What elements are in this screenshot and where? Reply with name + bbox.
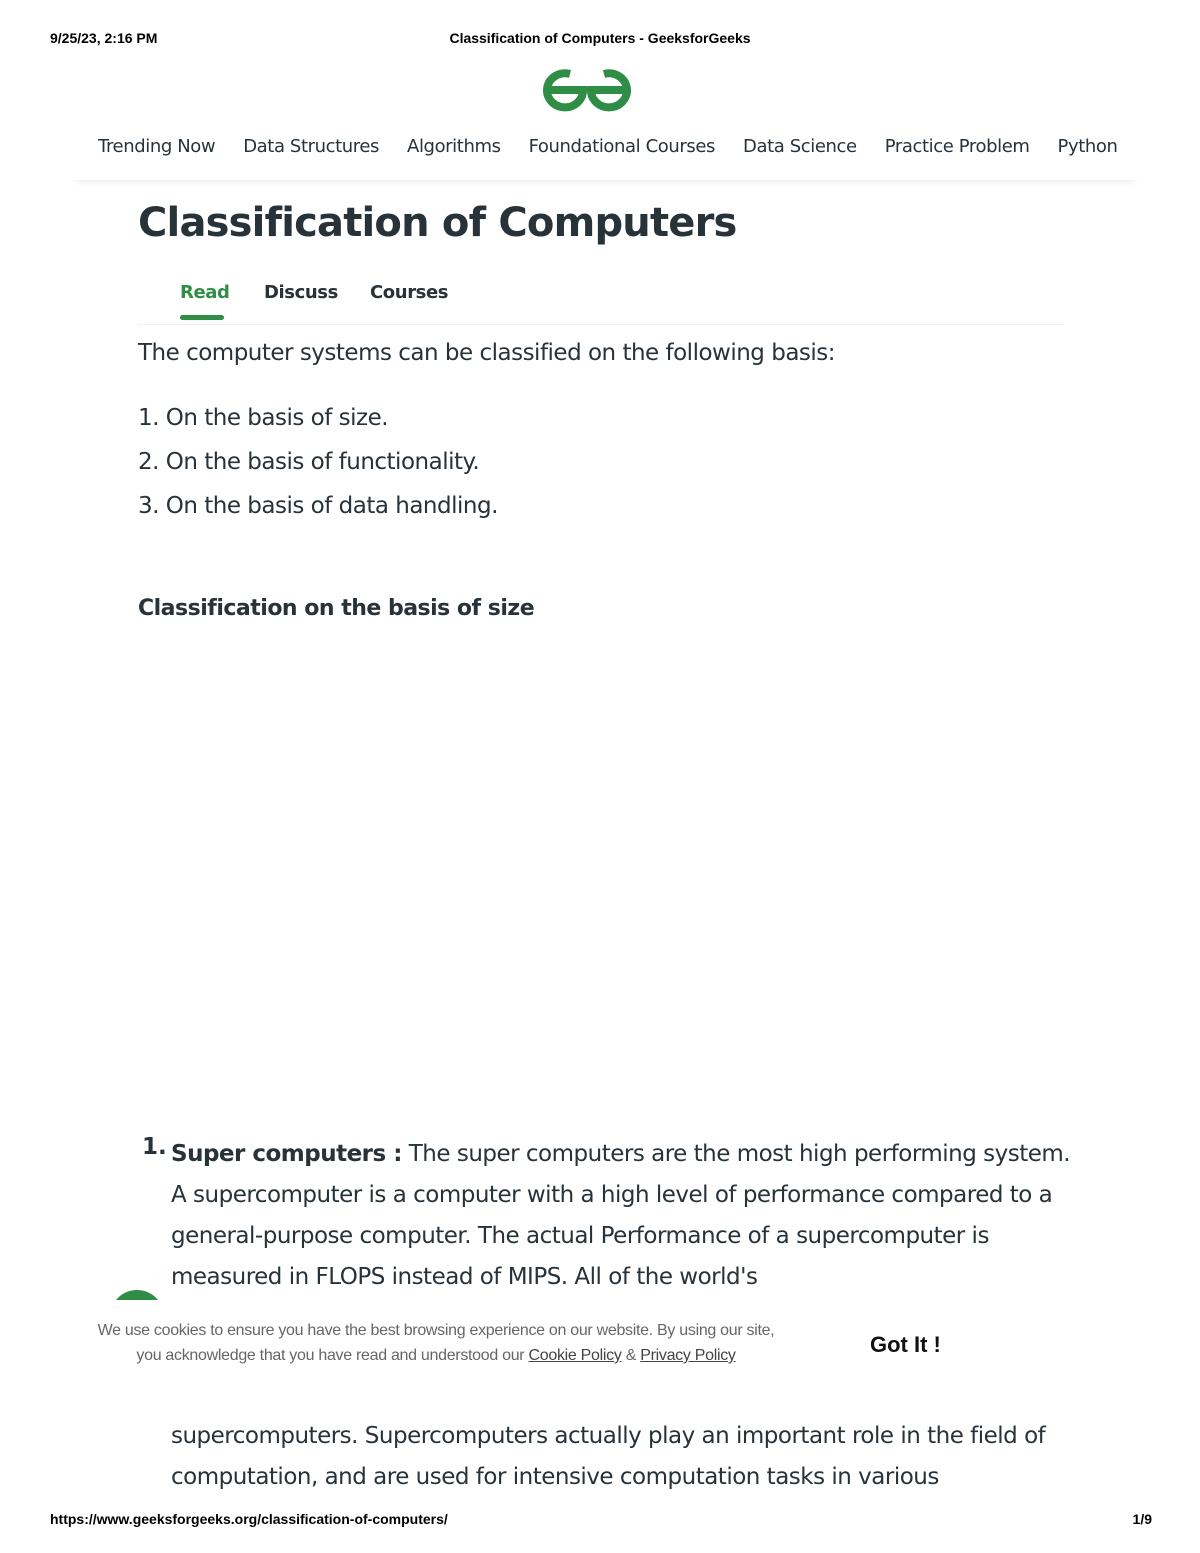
- page-title: Classification of Computers: [138, 200, 737, 246]
- section-heading: Classification on the basis of size: [138, 596, 535, 621]
- cookie-message: [96, 1318, 776, 1368]
- nav-python[interactable]: Python: [1057, 136, 1118, 157]
- tab-courses[interactable]: Courses: [370, 282, 449, 303]
- cookie-text: We use cookies to ensure you have the best browsing experience on our website. By using our site, you acknowledge that you have read and understood our: [97, 1322, 775, 1364]
- cookie-policy-link[interactable]: Cookie Policy: [528, 1347, 622, 1364]
- list-item: 2. On the basis of functionality.: [138, 449, 480, 475]
- page-number: 1/9: [1132, 1511, 1152, 1527]
- accept-cookies-button[interactable]: Got It !: [870, 1332, 941, 1357]
- nav-foundational-courses[interactable]: Foundational Courses: [528, 136, 716, 157]
- intro-paragraph: The computer systems can be classified on the following basis:: [138, 340, 836, 366]
- nav-practice-problem[interactable]: Practice Problem: [884, 136, 1030, 157]
- basis-list: [138, 396, 498, 528]
- list-item: 1. On the basis of size.: [138, 405, 389, 431]
- active-tab-indicator: [180, 315, 224, 320]
- cookie-banner: [0, 1300, 1200, 1400]
- print-header: [0, 30, 1200, 50]
- print-title: Classification of Computers - GeeksforGeeks: [449, 30, 751, 46]
- supercomputer-description: [171, 1134, 1071, 1298]
- gfg-logo-icon[interactable]: [543, 66, 631, 114]
- cookie-amp: &: [625, 1347, 637, 1364]
- nav-data-structures[interactable]: Data Structures: [243, 136, 380, 157]
- item-text: The super computers are the most high performing system. A supercomputer is a computer with a high level of performance compared to a general-purpose computer. The actual Performance of a supercomputer is measured in FLOPS instead of MIPS. All of the world's: [171, 1141, 1071, 1290]
- supercomputer-description-continued: supercomputers. Supercomputers actually play an important role in the field of computation, and are used for intensive computation tasks in various: [171, 1423, 1046, 1490]
- nav-trending-now[interactable]: Trending Now: [98, 136, 216, 157]
- article-tabs: [138, 270, 1064, 325]
- item-title: Super computers :: [171, 1141, 402, 1167]
- privacy-policy-link[interactable]: Privacy Policy: [640, 1347, 736, 1364]
- list-item: 3. On the basis of data handling.: [138, 493, 498, 519]
- tab-read[interactable]: Read: [180, 282, 230, 303]
- list-number: 1.: [142, 1134, 167, 1160]
- nav-algorithms[interactable]: Algorithms: [407, 136, 501, 157]
- print-footer: [0, 1511, 1200, 1531]
- print-date: 9/25/23, 2:16 PM: [50, 30, 158, 46]
- tab-discuss[interactable]: Discuss: [264, 282, 338, 303]
- top-nav: [70, 130, 1140, 180]
- print-url: https://www.geeksforgeeks.org/classification-of-computers/: [50, 1511, 448, 1527]
- nav-data-science[interactable]: Data Science: [743, 136, 857, 157]
